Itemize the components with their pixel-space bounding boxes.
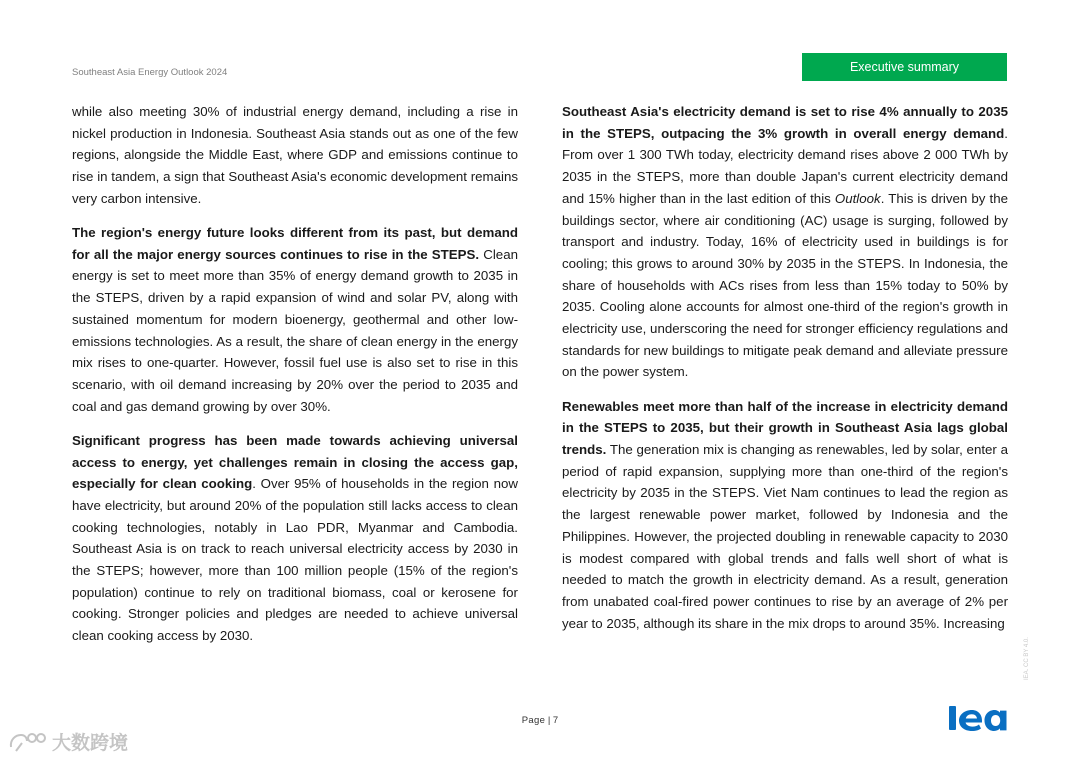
watermark [8, 728, 128, 755]
license-note: IEA. CC BY 4.0. [1024, 637, 1030, 680]
paragraph-lead: The region's energy future looks different from its past, but demand for all the major energy sources continues to rise in the STEPS. [72, 225, 518, 262]
page-number [0, 715, 1080, 726]
paragraph-lead: Renewables meet more than half of the increase in electricity demand in the STEPS to 2035, but their growth in Southeast Asia lags global trends. [562, 398, 1008, 458]
section-tab-executive-summary[interactable]: Executive summary [802, 53, 1007, 81]
page-label: Page [521, 715, 546, 726]
paragraph-body: The generation mix is changing as renewables, led by solar, enter a period of rapid expansion, supplying more than one-third of the region's electricity by 2035 in the STEPS. Viet Nam continues to lead the region as the largest renewable power market, followed by Indonesia and the Philippines. However, the projected doubling in renewable capacity to 2030 is modest compared with global trends and falls well short of what is needed to match the growth in electricity demand. As a result, generation from unabated coal-fired power continues to rise by an average of 2% per year to 2035, although its share in the mix drops to around 35%. Increasing [562, 442, 1008, 631]
report-title: Southeast Asia Energy Outlook 2024 [72, 67, 228, 78]
paragraph [72, 430, 518, 647]
paragraph-lead: Southeast Asia's electricity demand is set to rise 4% annually to 2035 in the STEPS, outpacing the 3% growth in overall energy demand [562, 104, 1008, 141]
watermark-logo-icon [8, 729, 48, 755]
paragraph-body: . This is driven by the buildings sector, where air conditioning (AC) usage is surging, followed by transport and industry. Today, 16% of electricity used in buildings is for cooling; this grows to around 30% by 2035 in the STEPS. In Indonesia, the share of households with ACs rises from less than 15% today to 50% by 2035. Cooling alone accounts for almost one-third of the region's growth in electricity use, underscoring the need for stronger efficiency regulations and standards for new buildings to mitigate peak demand and alleviate pressure on the power system. [562, 190, 1008, 380]
paragraph-text: while also meeting 30% of industrial energy demand, including a rise in nickel production in Indonesia. Southeast Asia stands out as one of the few regions, alongside the Middle East, where GDP and emissions continue to rise in tandem, a sign that Southeast Asia's economic development remains very carbon intensive. [72, 104, 518, 206]
paragraph-lead: Significant progress has been made towards achieving universal access to energy, yet challenges remain in closing the access gap, especially for clean cooking [72, 432, 518, 492]
paragraph [562, 396, 1008, 635]
paragraph [72, 222, 518, 417]
page-number-value: 7 [552, 715, 559, 726]
left-column [72, 101, 518, 659]
paragraph [562, 101, 1008, 383]
outlook-italic: Outlook [834, 190, 881, 206]
paragraph [72, 101, 518, 210]
iea-logo-icon[interactable] [947, 703, 1009, 733]
paragraph-body: Clean energy is set to meet more than 35% of energy demand growth to 2035 in the STEPS, driven by a rapid expansion of wind and solar PV, along with sustained momentum for modern bioenergy, geothermal and other low-emissions technologies. As a result, the share of clean energy in the energy mix rises to one-quarter. However, fossil fuel use is also set to rise in this scenario, with oil demand increasing by 20% over the period to 2035 and coal and gas demand growing by over 30%. [72, 246, 518, 414]
page-separator: | [547, 715, 551, 726]
watermark-text: 大数跨境 [52, 733, 129, 754]
right-column [562, 101, 1008, 647]
paragraph-body: . Over 95% of households in the region now have electricity, but around 20% of the population still lacks access to clean cooking technologies, notably in Lao PDR, Myanmar and Cambodia. Southeast Asia is on track to reach universal electricity access by 2030 in the STEPS; however, more than 100 million people (15% of the region's population) continue to rely on traditional biomass, coal or kerosene for cooking. Stronger policies and pledges are needed to achieve universal clean cooking access by 2030. [72, 476, 518, 644]
paragraph-body: . From over 1 300 TWh today, electricity demand rises above 2 000 TWh by 2035 in the STEPS, more than double Japan's current electricity demand and 15% higher than in the last edition of this [562, 125, 1008, 206]
